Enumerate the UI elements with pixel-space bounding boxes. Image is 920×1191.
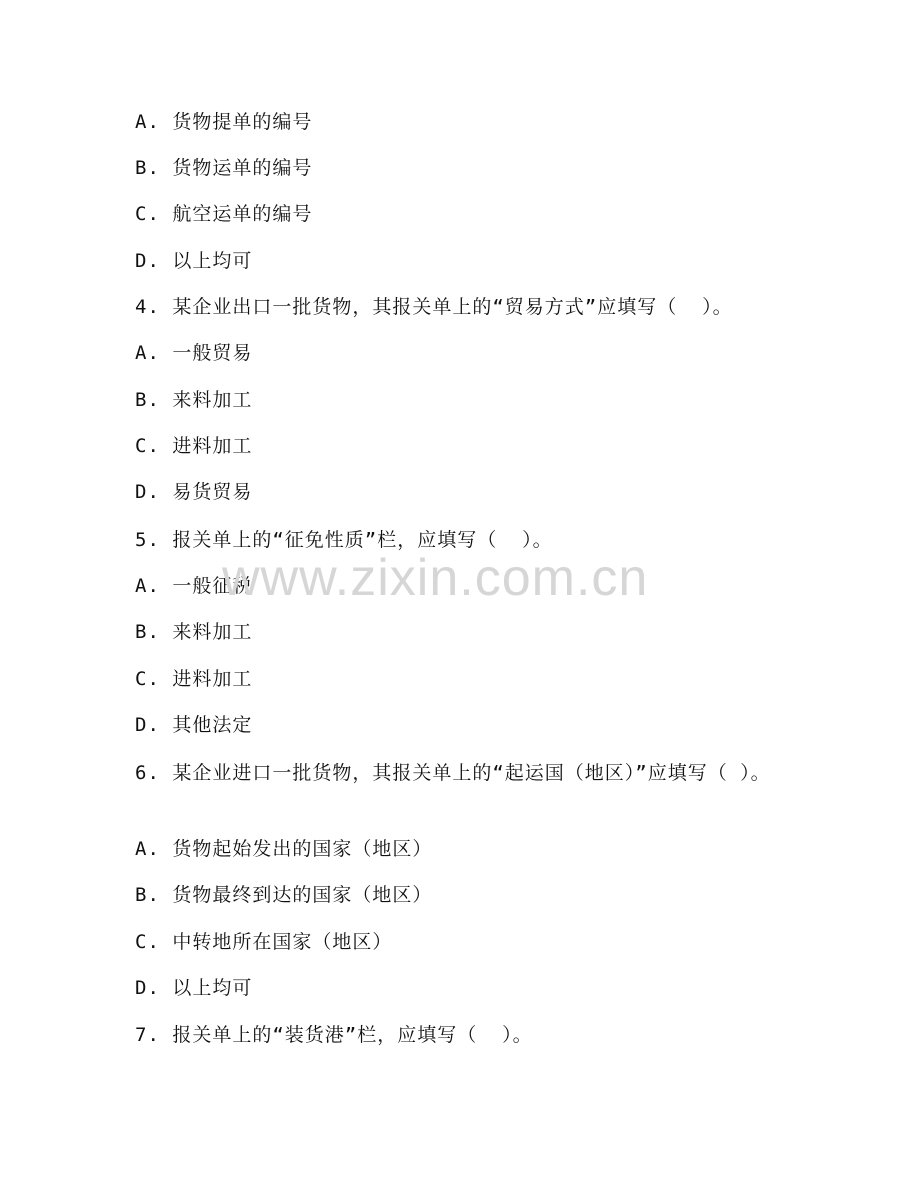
option-b-q3: B. 货物运单的编号 (135, 157, 313, 179)
option-d-q3: D. 以上均可 (135, 250, 253, 272)
option-d-q5: D. 其他法定 (135, 714, 253, 736)
question-6: 6. 某企业进口一批货物，其报关单上的“起运国（地区）”应填写（ ）。 (135, 762, 771, 784)
watermark: www.zixin.com.cn (222, 549, 649, 607)
option-b-q6: B. 货物最终到达的国家（地区） (135, 884, 433, 906)
option-d-q4: D. 易货贸易 (135, 481, 253, 503)
option-c-q4: C. 进料加工 (135, 435, 253, 457)
option-c-q5: C. 进料加工 (135, 668, 253, 690)
option-a-q5: A. 一般征税 (135, 575, 253, 597)
question-5: 5. 报关单上的“征免性质”栏，应填写（ ）。 (135, 529, 553, 551)
option-a-q3: A. 货物提单的编号 (135, 111, 313, 133)
option-b-q4: B. 来料加工 (135, 389, 253, 411)
option-c-q3: C. 航空运单的编号 (135, 203, 313, 225)
option-a-q6: A. 货物起始发出的国家（地区） (135, 838, 433, 860)
question-4: 4. 某企业出口一批货物，其报关单上的“贸易方式”应填写（ ）。 (135, 296, 733, 318)
option-a-q4: A. 一般贸易 (135, 342, 253, 364)
option-d-q6: D. 以上均可 (135, 977, 253, 999)
option-b-q5: B. 来料加工 (135, 621, 253, 643)
question-7: 7. 报关单上的“装货港”栏，应填写（ ）。 (135, 1024, 533, 1046)
option-c-q6: C. 中转地所在国家（地区） (135, 931, 393, 953)
